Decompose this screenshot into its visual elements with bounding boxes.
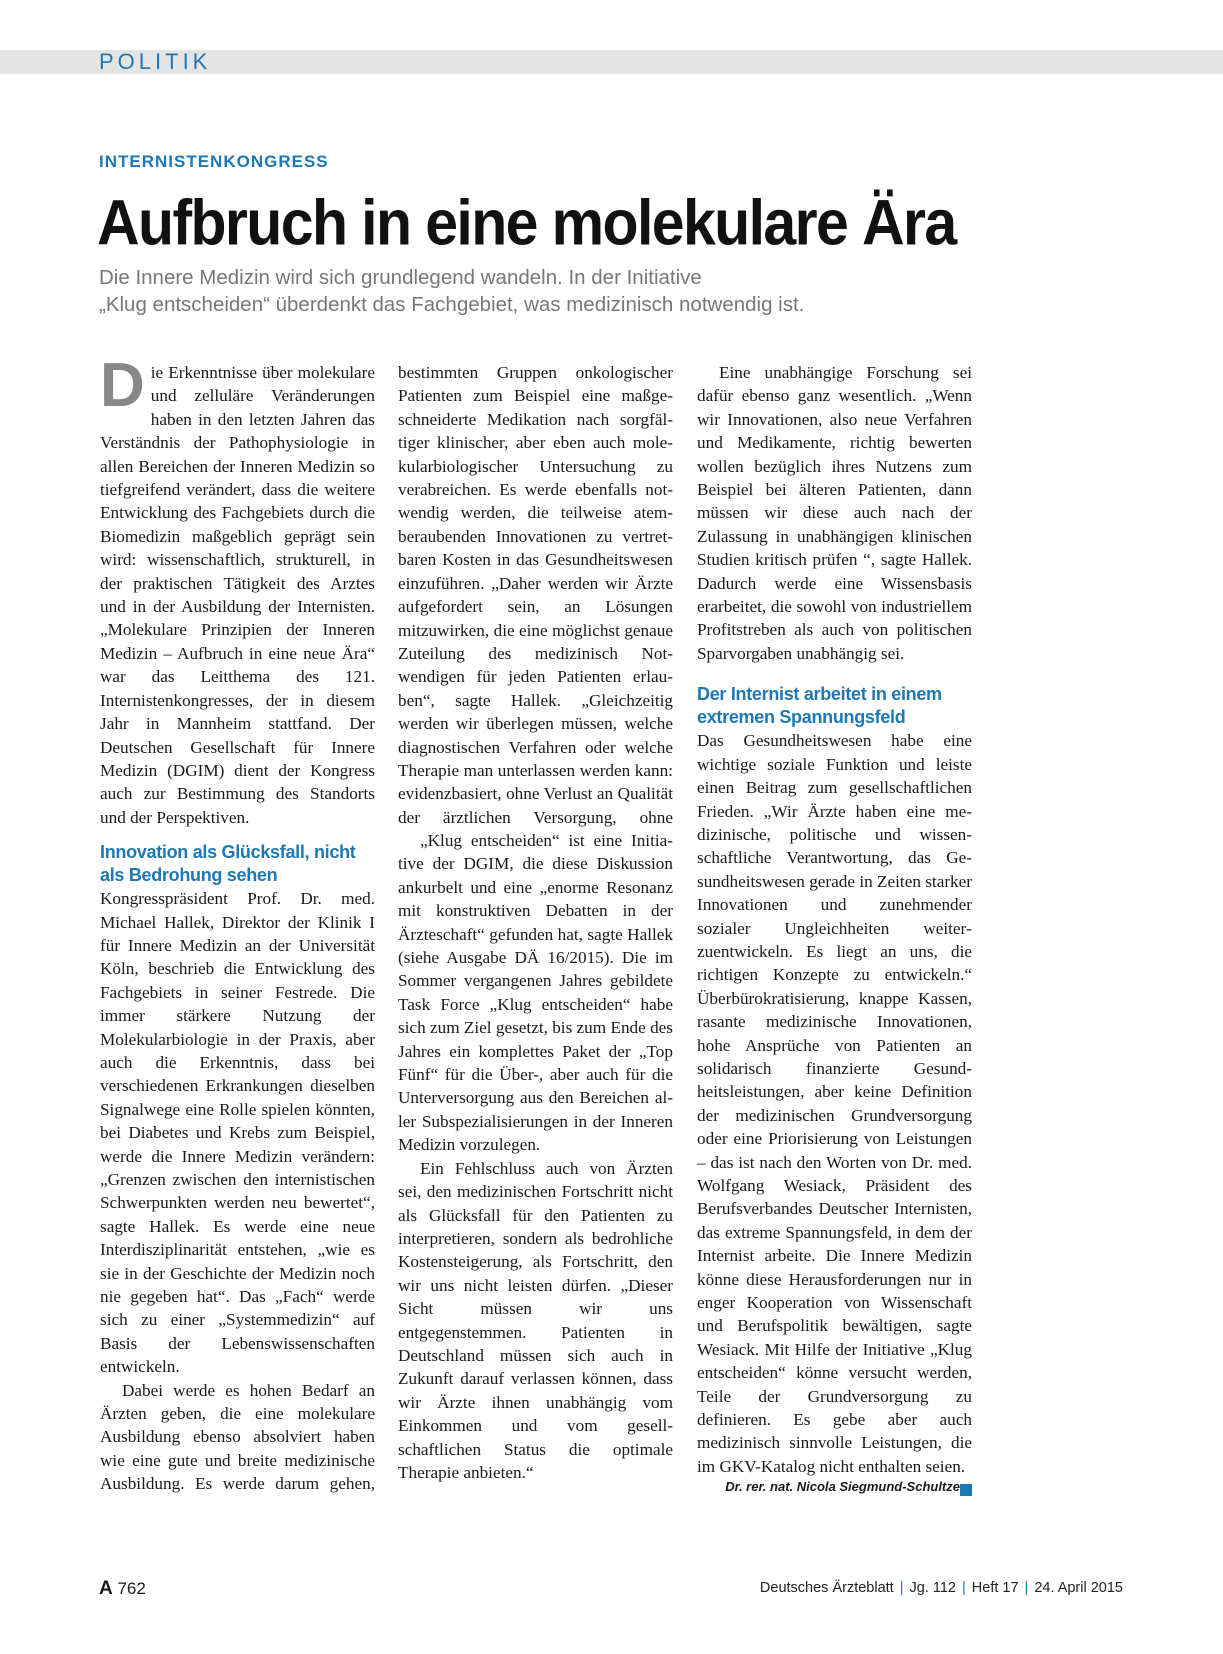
journal-issue: Heft 17 [971, 1580, 1019, 1596]
text-column-1 [100, 351, 375, 1496]
text-column-3 [697, 361, 972, 1496]
paragraph-continued: Dabei werde es hohen Bedarf an Ärzten geben, die eine molekulare Ausbildung ebenso absolviert haben wie eine gute und breite medizinische Ausbildung. Es werde darum gehen, [100, 1380, 375, 1494]
article-lead [99, 264, 959, 318]
end-mark-icon [960, 1484, 972, 1496]
paragraph-intro [100, 351, 375, 829]
page-number-value: 762 [117, 1579, 146, 1598]
journal-info [760, 1580, 1123, 1596]
subheading-spannungsfeld: Der Internist arbeitet in einem extremen Spannungsfeld [697, 684, 942, 728]
author-byline: Dr. rer. nat. Nicola Siegmund-Schultze [725, 1479, 960, 1495]
journal-date: 24. April 2015 [1034, 1580, 1123, 1596]
article-title: Aufbruch in eine molekulare Ära [97, 187, 956, 259]
paragraph-final-text: Das Gesundheitswesen habe eine wichtige soziale Funktion und leiste einen Beitrag zum gesellschaftlichen Frieden. „Wir Ärzte haben eine medizinische, politische und wissenschaftliche Verantwortung, das Gesundheitswesen gerade in Zeiten starker Innovationen und zunehmender sozialer Ungleichheiten weiterzuentwickeln. Es liegt an uns, die richtigen Konzepte zu entwickeln.“ Überbürokratisierung, knappe Kassen, rasante medizinische Innovationen, hohe Ansprüche von Patienten an solidarisch finanzierte Gesundheitsleistungen, aber keine Definition der medizinischen Grundversorgung oder eine Priorisierung von Leistungen – das ist nach den Worten von Dr. med. Wolfgang Wesiack, Präsident des Berufsverbandes Deutscher Internisten, das extreme Spannungsfeld, in dem der Internist arbeite. Die Innere Medizin könne diese Herausforderungen nur in enger Kooperation von Wissenschaft und Berufspolitik bewältigen, sagte Wesiack. Mit Hilfe der Initiative „Klug entscheiden“ könne versucht werden, Teile der Grundversorgung zu definieren. Es gebe aber auch medizinisch sinnvolle Leistungen, die im GKV-Katalog nicht enthalten seien. [697, 731, 972, 1476]
journal-name: Deutsches Ärzteblatt [759, 1580, 894, 1596]
text-column-2 [398, 361, 673, 1484]
continuation-text: bestimmten Gruppen onkologischer Patienten zum Beispiel eine maßgeschneiderte Medikation nach sorgfältiger klinischer, aber eben auch molekularbiologischer Untersuchung zu verabreichen. Es werde ebenfalls notwendig werden, die teilweise atemberaubenden Innovationen zu vertretbaren Kosten in das Gesundheitswesen einzuführen. „Daher werden wir Ärzte aufgefordert sein, an Lösungen mitzuwirken, die eine möglichst genaue Zuteilung des medizinisch Notwendigen für jeden Patienten erlauben“, sagte Hallek. „Gleichzeitig werden wir überlegen müssen, welche diagnostischen Verfahren oder welche Therapie man unterlassen werden kann: evidenzbasiert, ohne Verlust an Qualität der ärztlichen Versorgung, ohne [398, 363, 673, 827]
page-number [99, 1578, 146, 1600]
separator: | [962, 1580, 966, 1596]
paragraph: „Klug entscheiden“ ist eine Initiative der DGIM, die diese Diskussion ankurbelt und eine „enorme Resonanz mit konstruktiven Debatten in der Ärzteschaft“ gefunden hat, sagte Hallek (siehe Ausgabe DÄ 16/2015). Die im Sommer vergangenen Jahres gebildete Task Force „Klug entscheiden“ habe sich zum Ziel gesetzt, bis zum Ende des Jahres ein komplettes Paket der „Top Fünf“ für die Über-, aber auch für die Unterversorgung aus den Bereichen aller Subspezialisierungen in der Inneren Medizin vorzulegen. [398, 831, 673, 1155]
paragraph: Kongresspräsident Prof. Dr. med. Michael Hallek, Direktor der Klinik I für Innere Medizin an der Universität Köln, beschrieb die Entwicklung des Fachgebiets in seiner Festrede. Die immer stärkere Nutzung der Molekularbiologie in der Praxis, aber auch die Erkenntnis, dass bei verschiedenen Erkrankungen dieselben Signalwege eine Rolle spielen könnten, bei Diabetes und Krebs zum Beispiel, werde die Innere Medizin verändern: „Grenzen zwischen den internistischen Schwerpunkten werden neu bewertet“, sagte Hallek. Es werde eine neue Interdisziplinarität entstehen, „wie es sie in der Geschichte der Medizin noch nie gegeben hat“. Das „Fach“ werde sich zu einer „Systemmedizin“ auf Basis der Lebenswissenschaften entwickeln. [100, 889, 375, 1377]
subheading-innovation: Innovation als Glücksfall, nicht als Bedrohung sehen [100, 842, 356, 886]
paragraph-final [697, 729, 972, 1478]
drop-cap: D [100, 351, 145, 420]
lead-line-1: Die Innere Medizin wird sich grundlegend wandeln. In der Initiative [99, 266, 702, 289]
section-label: POLITIK [99, 49, 212, 74]
article-kicker: INTERNISTENKONGRESS [99, 152, 329, 171]
paragraph-continuation [398, 361, 673, 829]
lead-line-2: „Klug entscheiden“ überdenkt das Fachgebiet, was medizinisch notwendig ist. [99, 293, 805, 316]
separator: | [1024, 1580, 1029, 1596]
page-prefix: A [99, 1578, 113, 1599]
separator: | [899, 1580, 904, 1596]
journal-volume: Jg. 112 [909, 1580, 956, 1596]
paragraph-intro-text: ie Erkenntnisse über molekulare und zelluläre Veränderungen haben in den letzten Jahren das Verständnis der Pathophysiologie in allen Bereichen der Inneren Medizin so tiefgreifend verändert, dass die weitere Entwicklung des Fachgebiets durch die Biomedizin maßgeblich geprägt sein wird: wissenschaftlich, strukturell, in der praktischen Tätigkeit des Arztes und in der Ausbildung der Internisten. „Molekulare Prinzipien der Inneren Medizin – Aufbruch in eine neue Ära“ war das Leitthema des 121. Internistenkongresses, der in diesem Jahr in Mannheim stattfand. Der Deutschen Gesellschaft für Innere Medizin (DGIM) dient der Kongress auch zur Bestimmung des Standorts und der Perspektiven. [100, 363, 375, 827]
paragraph: Eine unabhängige Forschung sei dafür ebenso ganz wesentlich. „Wenn wir Innovationen, also neue Verfahren und Medikamente, richtig bewerten wollen bezüglich ihres Nutzens zum Beispiel bei älteren Patienten, dann müssen wir diese auch nach der Zulassung in unabhängigen klinischen Studien kritisch prüfen “, sagte Hallek. Dadurch werde eine Wissensbasis erarbeitet, die sowohl von industriellem Profitstreben als auch von politischen Sparvorgaben unabhängig sei. [697, 363, 972, 663]
paragraph: Ein Fehlschluss auch von Ärzten sei, den medizinischen Fortschritt nicht als Glücksfall für den Patienten zu interpretieren, sondern als bedrohliche Kostensteigerung, als Fortschritt, den wir uns nicht leisten dürfen. „Dieser Sicht müssen wir uns entgegenstemmen. Patienten in Deutschland müssen sich auch in Zukunft darauf verlassen können, dass wir Ärzte ihnen unabhängig vom Einkommen und vom gesellschaftlichen Status die optimale Therapie anbieten.“ [398, 1158, 673, 1482]
